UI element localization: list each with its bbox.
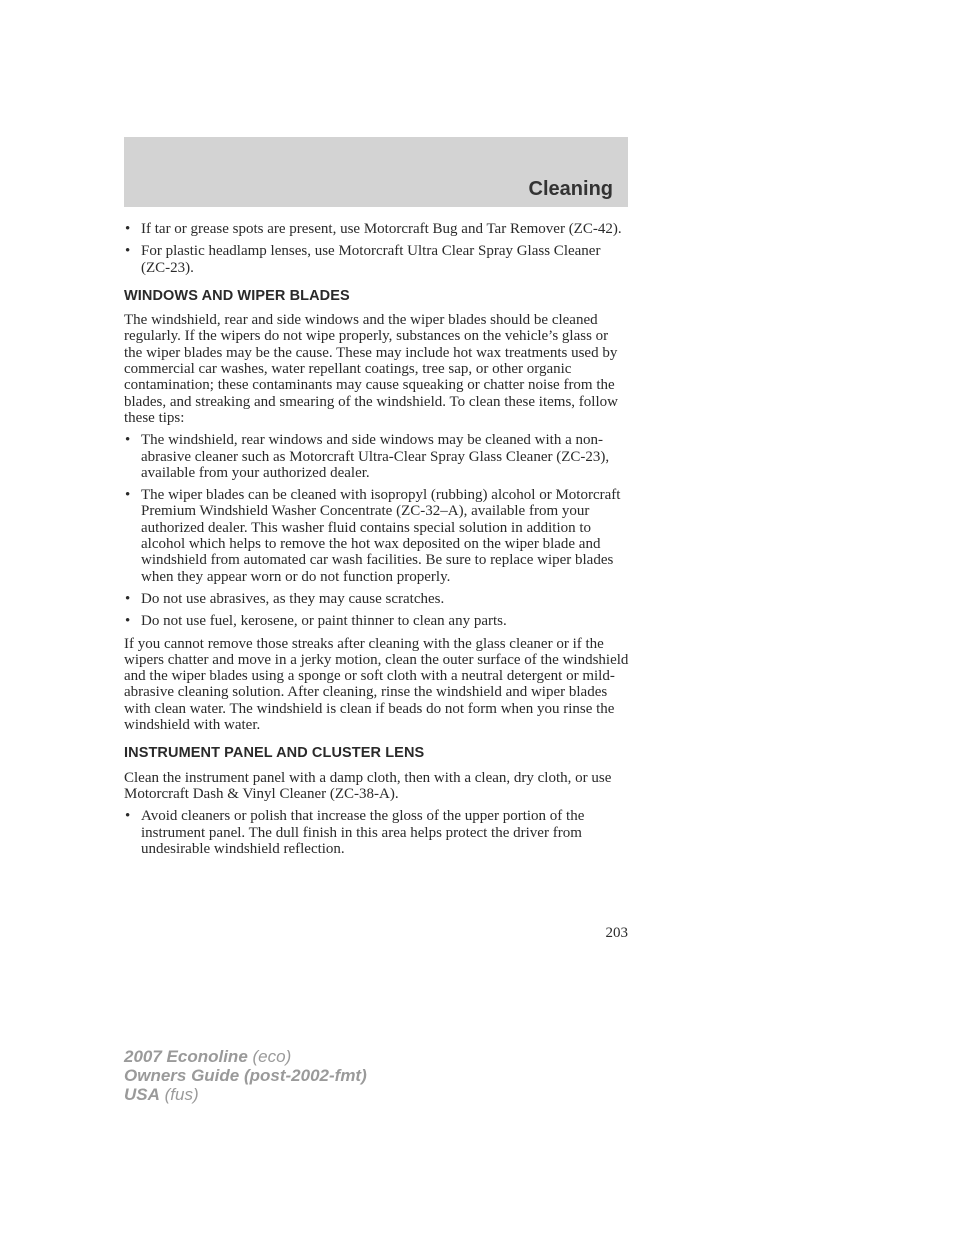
windows-paragraph-2: If you cannot remove those streaks after cleaning with the glass cleaner or if the wipers chatter and move in a jerky motion, clean the outer surface of the windshield and the wiper blades using a sponge or soft cloth with a neutral detergent or mild-abrasive cleaning solution. After cleaning, rinse the windshield and wiper blades with clean water. The windshield is clean if beads do not form when you rinse the windshield with water. <box>124 635 629 734</box>
list-item <box>124 432 630 481</box>
footer-line-2 <box>124 1066 367 1085</box>
instrument-paragraph-1: Clean the instrument panel with a damp cloth, then with a clean, dry cloth, or use Motorcraft Dash & Vinyl Cleaner (ZC-38-A). <box>124 769 612 802</box>
instrument-bullet-list <box>124 808 630 857</box>
list-item-text: If tar or grease spots are present, use Motorcraft Bug and Tar Remover (ZC-42). <box>141 221 622 237</box>
windows-section-heading: WINDOWS AND WIPER BLADES <box>124 287 350 304</box>
document-footer <box>124 1047 367 1104</box>
bullet-icon: • <box>125 221 131 237</box>
list-item <box>124 808 630 857</box>
section-title: Cleaning <box>528 178 613 200</box>
footer-line-1 <box>124 1047 367 1066</box>
list-item-text: The wiper blades can be cleaned with isopropyl (rubbing) alcohol or Motorcraft Premium Windshield Washer Concentrate (ZC-32–A), available from your authorized dealer. This washer fluid contains special solution in addition to alcohol which helps to remove the hot wax deposited on the wiper blade and windshield from automated car wash facilities. Be sure to replace wiper blades when they appear worn or do not function properly. <box>141 487 621 585</box>
bullet-icon: • <box>125 613 131 630</box>
bullet-icon: • <box>125 590 131 607</box>
list-item-text: For plastic headlamp lenses, use Motorcraft Ultra Clear Spray Glass Cleaner (ZC-23). <box>141 243 601 276</box>
footer-model-code: (eco) <box>252 1047 292 1066</box>
section-header-band <box>124 137 628 207</box>
list-item-text: Do not use fuel, kerosene, or paint thinner to clean any parts. <box>141 613 507 630</box>
list-item <box>124 243 630 276</box>
windows-paragraph-1: The windshield, rear and side windows and the wiper blades should be cleaned regularly. If the wipers do not wipe properly, substances on the vehicle’s glass or the wiper blades may be the cause. These may include hot wax treatments used by commercial car washes, water repellant coatings, tree sap, or other organic contamination; these contaminants may cause squeaking or chatter noise from the blades, and streaking and smearing of the windshield. To clean these items, follow these tips: <box>124 312 618 426</box>
bullet-icon: • <box>125 487 131 504</box>
footer-guide: Owners Guide (post-2002-fmt) <box>124 1066 367 1085</box>
list-item-text: The windshield, rear windows and side windows may be cleaned with a non-abrasive cleaner such as Motorcraft Ultra-Clear Spray Glass Cleaner (ZC-23), available from your authorized dealer. <box>141 432 610 481</box>
list-item <box>124 487 630 585</box>
intro-bullet-list <box>124 221 630 276</box>
bullet-icon: • <box>125 243 131 260</box>
list-item-text: Avoid cleaners or polish that increase the gloss of the upper portion of the instrument panel. The dull finish in this area helps protect the driver from undesirable windshield reflection. <box>141 808 585 857</box>
windows-bullet-list <box>124 432 630 629</box>
bullet-icon: • <box>125 432 131 449</box>
instrument-section-heading: INSTRUMENT PANEL AND CLUSTER LENS <box>124 745 425 762</box>
list-item-text: Do not use abrasives, as they may cause scratches. <box>141 590 445 607</box>
list-item <box>124 591 630 607</box>
bullet-icon: • <box>125 808 131 825</box>
footer-market: USA <box>124 1085 160 1104</box>
footer-model: 2007 Econoline <box>124 1047 248 1066</box>
list-item <box>124 613 630 629</box>
page-number: 203 <box>605 925 628 941</box>
list-item <box>124 221 630 237</box>
footer-market-code: (fus) <box>164 1085 199 1104</box>
footer-line-3 <box>124 1085 367 1104</box>
page-content <box>124 221 630 863</box>
